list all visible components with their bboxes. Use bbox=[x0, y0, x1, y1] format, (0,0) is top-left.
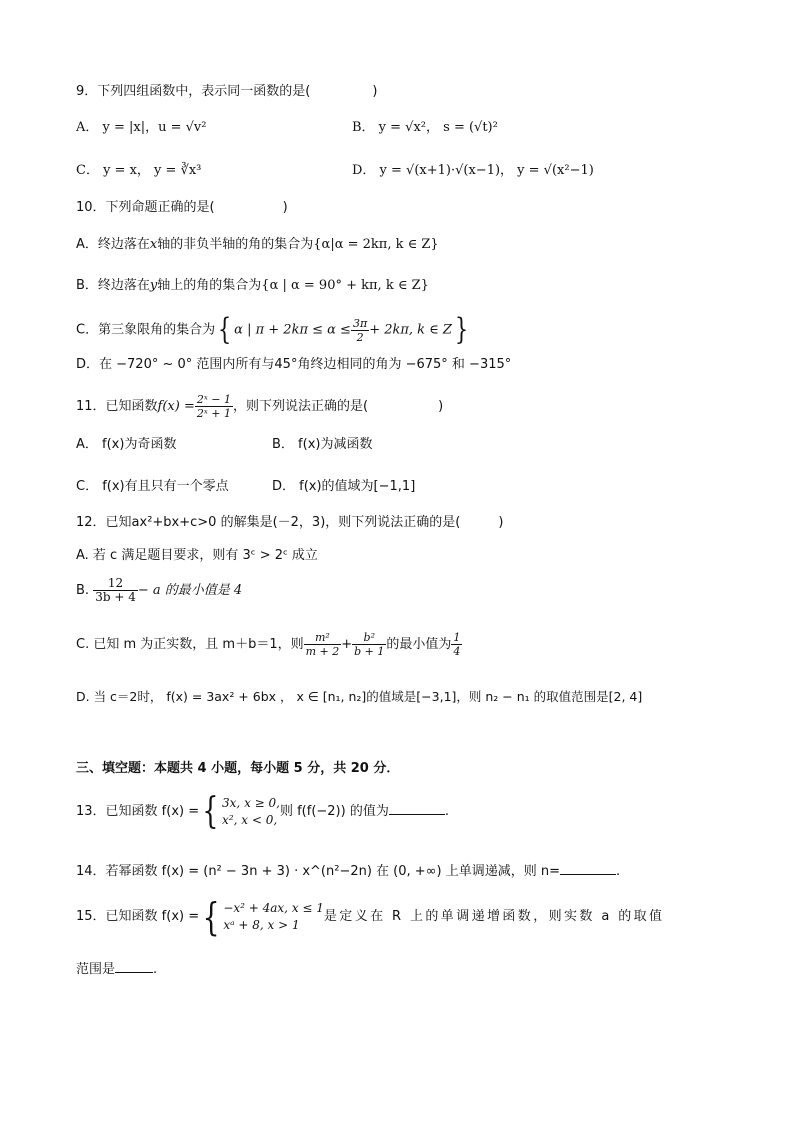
answer-blank bbox=[389, 800, 445, 815]
q10-option-d: D．在 −720° ~ 0° 范围内所有与45°角终边相同的角为 −675° 和 −315° bbox=[76, 357, 512, 372]
q11-option-c: C． f(x)有且只有一个零点 bbox=[76, 479, 229, 494]
q11-stem: 11．已知函数f(x) = $\frac{\text{2ˣ − 1}}{\text{2ˣ + 1}}$ ，则下列说法正确的是( ) bbox=[76, 393, 444, 420]
q9-option-d: D． y = √(x+1)·√(x−1)， y = √(x²−1) bbox=[352, 163, 594, 178]
answer-blank bbox=[115, 958, 153, 973]
q9-option-b: B． y = √x²， s = (√t)² bbox=[352, 120, 498, 135]
q9-option-c: C． y = x， y = ∛x³ bbox=[76, 163, 202, 178]
q14-text: 14．若幂函数 f(x) = (n² − 3n + 3) · x^(n²−2n) 在 (0, +∞) 上单调递减，则 n= . bbox=[76, 860, 620, 881]
q9-option-a: A． y = |x|，u = √v² bbox=[76, 120, 207, 135]
answer-blank bbox=[560, 860, 616, 875]
q12-option-b: B. $\frac{12}{3b + 4}$ − a 的最小值是 4 bbox=[76, 576, 243, 604]
q15-text: 15．已知函数 f(x) ={ −x² + 4ax, x ≤ 1 xᵃ + 8, x > 1 是定义在 R 上的单调递增函数，则实数 a 的取值 bbox=[76, 894, 665, 939]
section-heading: 三、填空题：本题共 4 小题，每小题 5 分，共 20 分． bbox=[76, 761, 400, 776]
q12-stem: 12．已知ax²+bx+c>0 的解集是(－2，3)，则下列说法正确的是( ) bbox=[76, 515, 504, 530]
q10-stem: 10．下列命题正确的是( ) bbox=[76, 200, 288, 215]
q12-option-c: C. 已知 m 为正实数，且 m＋b＝1，则 $\frac{\text{m²}}{m + 2}$ + $\frac{\text{b²}}{b + 1}$ 的最小值为 $\frac{1}{4}$ bbox=[76, 631, 461, 658]
q12-option-d: D. 当 c＝2时， f(x) = 3ax² + 6bx ， x ∈ [n₁, n₂]的值域是[−3,1]，则 n₂ − n₁ 的取值范围是[2, 4] bbox=[76, 689, 643, 704]
q15-text-line2: 范围是 . bbox=[76, 958, 157, 979]
q10-option-b: B．终边落在y轴上的角的集合为{α | α = 90° + kπ, k ∈ Z} bbox=[76, 278, 429, 293]
q10-option-c: C．第三象限角的集合为{ α | π + 2kπ ≤ α ≤ $\frac{3\pi}{2}$ + 2kπ, k ∈ Z} bbox=[76, 312, 469, 347]
q11-option-b: B． f(x)为减函数 bbox=[272, 437, 373, 452]
q11-option-a: A． f(x)为奇函数 bbox=[76, 437, 177, 452]
q11-option-d: D． f(x)的值域为[−1,1] bbox=[272, 479, 416, 494]
q9-stem: 9．下列四组函数中，表示同一函数的是( ) bbox=[76, 84, 378, 99]
q13-text: 13．已知函数 f(x) ={ 3x, x ≥ 0, x², x < 0, 则 f(f(−2)) 的值为 . bbox=[76, 790, 449, 832]
q10-option-a: A．终边落在x轴的非负半轴的角的集合为{α|α = 2kπ, k ∈ Z} bbox=[76, 237, 439, 252]
q12-option-a: A. 若 c 满足题目要求，则有 3ᶜ > 2ᶜ 成立 bbox=[76, 548, 318, 563]
